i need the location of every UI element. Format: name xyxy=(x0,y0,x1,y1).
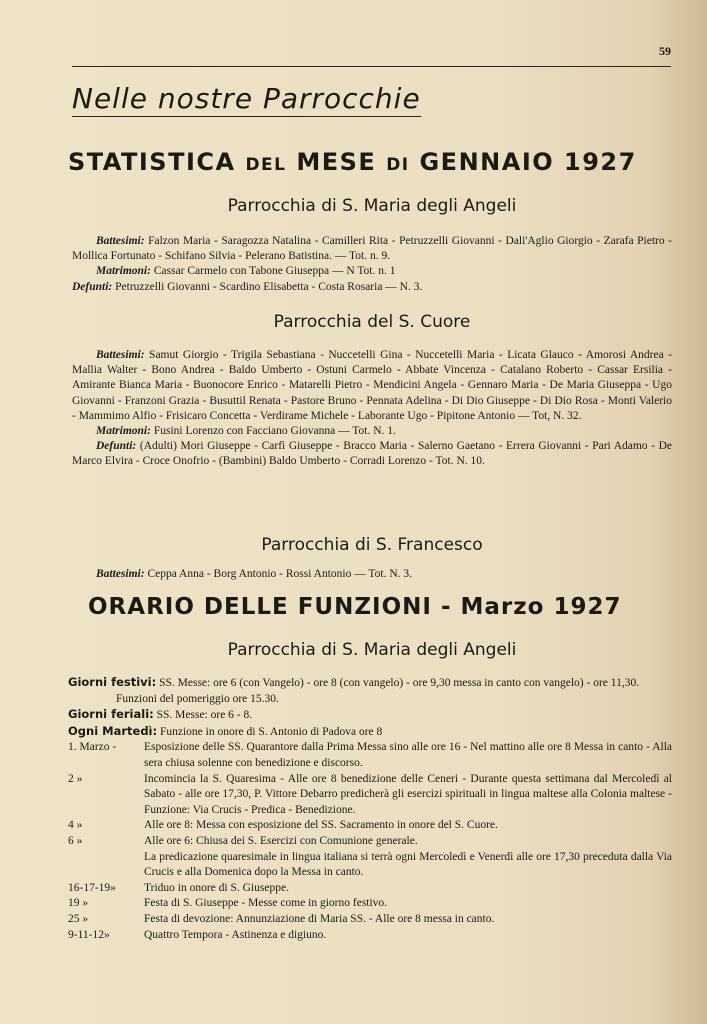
parish-title: Parrocchia di S. Francesco xyxy=(261,535,483,555)
entry-baptisms: Battesimi: Ceppa Anna - Borg Antonio - Rossi Antonio — Tot. N. 3. xyxy=(96,568,412,580)
entry-deaths: Defunti: (Adulti) Mori Giuseppe - Carfì Giuseppe - Bracco Maria - Salerno Gaetano - Errera Giovanni - Pari Adamo - De Marco Elvira - Croce Onofrio - (Bambini) Baldo Umberto - Corradi Lorenzo - Tot. N. 10. xyxy=(72,440,672,468)
schedule-general-row: Giorni festivi: SS. Messe: ore 6 (con Vangelo) - ore 8 (con vangelo) - ore 9,30 messa in canto con vangelo) - ore 11,30. Funzioni del pomeriggio ore 15.30. xyxy=(68,675,640,705)
entry-baptisms: Battesimi: Samut Giorgio - Trigila Sebastiana - Nuccetelli Gina - Nuccetelli Maria - Licata Glauco - Amorosi Andrea - Mallia Walter - Bono Andrea - Baldo Umberto - Ostuni Carmelo - Abbate Vincenza - Catalano Roberto - Cassar Ersilia - Amirante Bianca Maria - Buonocore Enrico - Matarelli Pietro - Mendicini Angela - Gennaro Maria - De Maria Giuseppa - Ugo Giovanni - Franzoni Grazia - Busuttil Renata - Pastore Bruno - Pennata Adelina - Di Dio Giuseppe - Di Dio Rosa - Monti Valerio - Mammimo Alfio - Frisicaro Concetta - Verdirame Michele - Laborante Ugo - Pipitone Antonio — Tot, N. 32. xyxy=(72,349,673,422)
entry-deaths: Defunti: Petruzzelli Giovanni - Scardino Elisabetta - Costa Rosaria — N. 3. xyxy=(72,280,423,293)
schedule-list xyxy=(68,675,672,943)
title-word: DI xyxy=(386,155,410,175)
schedule-general-row: Giorni feriali: SS. Messe: ore 6 - 8. xyxy=(68,707,253,722)
parish-statistics-block xyxy=(72,567,672,582)
schedule-day-row: 4 » Alle ore 8: Messa con esposizione del SS. Sacramento in onore del S. Cuore. xyxy=(68,819,498,832)
title-word: MESE xyxy=(296,148,377,176)
parish-statistics-block xyxy=(72,234,672,295)
statistics-title xyxy=(68,148,672,176)
schedule-day-row: 6 » Alle ore 6: Chiusa dei S. Esercizi con Comunione generale. xyxy=(68,834,418,847)
title-word: DEL xyxy=(245,155,287,175)
schedule-general-row: Ogni Martedì: Funzione in onore di S. Antonio di Padova ore 8 xyxy=(68,723,383,738)
parish-statistics-block xyxy=(72,348,672,470)
schedule-day-row: 2 » Incomincia la S. Quaresima - Alle ore 8 benedizione delle Ceneri - Durante questa settimana dal Mercoledì al Sabato - alle ore 17,30, P. Vittore Debarro predicherà gli esercizi spirituali in lingua maltese alla Colonia maltese - Funzione: Via Crucis - Predica - Benedizione. xyxy=(68,772,672,816)
schedule-day-row: 19 » Festa di S. Giuseppe - Messe come in giorno festivo. xyxy=(68,897,388,910)
parish-title: Parrocchia di S. Maria degli Angeli xyxy=(227,196,517,216)
schedule-day-row: 16-17-19» Triduo in onore di S. Giuseppe. xyxy=(68,881,289,894)
header-rule xyxy=(72,66,671,67)
parish-title: Parrocchia del S. Cuore xyxy=(273,312,471,332)
schedule-title: ORARIO DELLE FUNZIONI - Marzo 1927 xyxy=(88,594,622,620)
entry-marriages: Matrimoni: Fusini Lorenzo con Facciano Giovanna — Tot. N. 1. xyxy=(96,425,396,438)
title-word: STATISTICA xyxy=(68,148,236,176)
section-heading: Nelle nostre Parrocchie xyxy=(72,82,421,115)
schedule-day-row: 25 » Festa di devozione: Annunziazione di Maria SS. - Alle ore 8 messa in canto. xyxy=(68,912,495,925)
schedule-day-row: 1. Marzo - Esposizione delle SS. Quarantore dalla Prima Messa sino alle ore 16 - Nel mattino alle ore 8 Messa in canto - Alla sera chiusa solenne con benedizione e discorso. xyxy=(68,741,672,769)
title-word: GENNAIO 1927 xyxy=(419,148,637,176)
schedule-day-row: La predicazione quaresimale in lingua italiana si terrà ogni Mercoledì e Venerdì alle ore 17,30 preceduta dalla Via Crucis e alla Domenica dopo la Messa in canto. xyxy=(144,850,672,879)
page-number: 59 xyxy=(659,44,671,58)
entry-baptisms: Battesimi: Falzon Maria - Saragozza Natalina - Camilleri Rita - Petruzzelli Giovanni - Dali'Aglio Giorgio - Zarafa Pietro - Mollica Fortunato - Schifano Silvia - Pelerano Batistina. — Tot. n. 9. xyxy=(72,235,672,263)
entry-marriages: Matrimoni: Cassar Carmelo con Tabone Giuseppa — N Tot. n. 1 xyxy=(96,265,396,278)
parish-title: Parrocchia di S. Maria degli Angeli xyxy=(227,640,517,660)
schedule-day-row: 9-11-12» Quattro Tempora - Astinenza e digiuno. xyxy=(68,928,327,941)
